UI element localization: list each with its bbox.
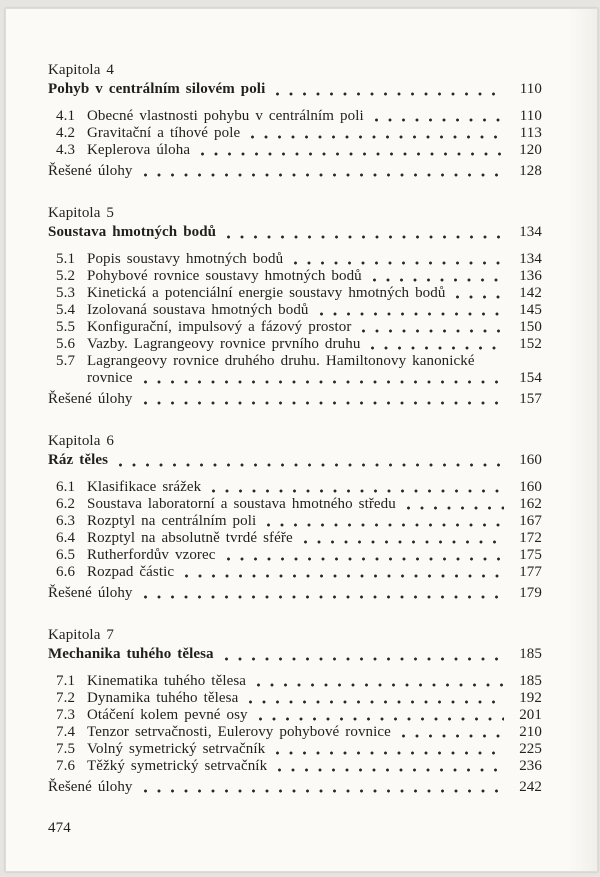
- dot-leader: [185, 574, 504, 578]
- entry-number: 5.7: [56, 353, 76, 369]
- dot-leader: [407, 506, 504, 510]
- dot-leader: [144, 173, 504, 177]
- toc-entry: [56, 496, 542, 513]
- dot-leader: [276, 92, 504, 96]
- dot-leader: [320, 312, 504, 316]
- entry-page: 201: [519, 707, 542, 723]
- entry-text: Klasifikace srážek: [87, 479, 202, 495]
- dot-leader: [144, 595, 504, 599]
- toc-entry: [56, 741, 542, 758]
- entry-text: Pohybové rovnice soustavy hmotných bodů: [87, 268, 362, 284]
- toc-content: [48, 61, 542, 796]
- dot-leader: [456, 295, 504, 299]
- entry-number: 7.4: [56, 724, 76, 740]
- entry-number: 5.6: [56, 336, 76, 352]
- toc-entry: [56, 673, 542, 690]
- dot-leader: [371, 346, 504, 350]
- toc-entry: [56, 690, 542, 707]
- entry-number: 7.5: [56, 741, 76, 757]
- entry-number: 7.2: [56, 690, 76, 706]
- entry-number: 4.2: [56, 125, 76, 141]
- toc-entry: [56, 142, 542, 159]
- solved-problems-page: 179: [519, 585, 542, 601]
- toc-entry: [56, 724, 542, 741]
- entry-number: 6.2: [56, 496, 76, 512]
- dot-leader: [144, 401, 504, 405]
- chapter-label: Kapitola 4: [48, 62, 115, 78]
- entry-number: 4.3: [56, 142, 76, 158]
- entry-number-spacer: [56, 370, 87, 387]
- entry-text: Vazby. Lagrangeovy rovnice prvního druhu: [87, 336, 361, 352]
- entry-text: Soustava laboratorní a soustava hmotného středu: [87, 496, 396, 512]
- entry-page: 160: [519, 479, 542, 495]
- entry-number: 7.3: [56, 707, 76, 723]
- solved-problems-label: Řešené úlohy: [48, 391, 133, 407]
- toc-entry: [56, 336, 542, 353]
- toc-entry: [56, 268, 542, 285]
- chapter-entries: [56, 479, 542, 581]
- entry-page: 192: [519, 690, 542, 706]
- entry-page: 172: [519, 530, 542, 546]
- dot-leader: [225, 657, 504, 661]
- solved-problems-row: [48, 779, 542, 796]
- toc-entry: [56, 251, 542, 268]
- entry-number: 6.4: [56, 530, 76, 546]
- dot-leader: [144, 789, 504, 793]
- entry-number: 6.3: [56, 513, 76, 529]
- entry-number: 7.1: [56, 673, 76, 689]
- entry-text: Tenzor setrvačnosti, Eulerovy pohybové rovnice: [87, 724, 391, 740]
- toc-entry: [56, 758, 542, 775]
- entry-text: Volný symetrický setrvačník: [87, 741, 266, 757]
- entry-text: Popis soustavy hmotných bodů: [87, 251, 284, 267]
- toc-entry: [56, 513, 542, 530]
- entry-number: 5.1: [56, 251, 76, 267]
- toc-entry: [56, 479, 542, 496]
- entry-text: Izolovaná soustava hmotných bodů: [87, 302, 309, 318]
- entry-page: 150: [519, 319, 542, 335]
- toc-chapter: [48, 432, 542, 602]
- entry-text: Konfigurační, impulsový a fázový prostor: [87, 319, 352, 335]
- chapter-title-row: [48, 451, 542, 470]
- chapter-title: Ráz těles: [48, 452, 109, 468]
- chapter-title: Mechanika tuhého tělesa: [48, 646, 214, 662]
- dot-leader: [373, 278, 504, 282]
- chapter-page: 134: [519, 224, 542, 240]
- solved-problems-label: Řešené úlohy: [48, 163, 133, 179]
- dot-leader: [144, 380, 504, 384]
- entry-text: Kinematika tuhého tělesa: [87, 673, 247, 689]
- entry-number: 6.5: [56, 547, 76, 563]
- dot-leader: [276, 751, 504, 755]
- toc-chapter: [48, 204, 542, 408]
- entry-text: Lagrangeovy rovnice druhého druhu. Hamiltonovy kanonické: [87, 353, 475, 369]
- entry-text: Těžký symetrický setrvačník: [87, 758, 268, 774]
- toc-page: [5, 8, 598, 872]
- toc-entry: [56, 564, 542, 581]
- entry-number: 7.6: [56, 758, 76, 774]
- chapter-title-row: [48, 80, 542, 99]
- toc-entry: [56, 707, 542, 724]
- entry-number: 5.3: [56, 285, 76, 301]
- solved-problems-row: [48, 163, 542, 180]
- entry-page: 134: [519, 251, 542, 267]
- entry-text: Gravitační a tíhové pole: [87, 125, 241, 141]
- dot-leader: [402, 734, 504, 738]
- solved-problems-row: [48, 391, 542, 408]
- entry-text: Kinetická a potenciální energie soustavy hmotných bodů: [87, 285, 446, 301]
- entry-text: Rozpad částic: [87, 564, 175, 580]
- entry-page: 142: [519, 285, 542, 301]
- entry-page: 145: [519, 302, 542, 318]
- entry-text: Rozptyl na centrálním poli: [87, 513, 257, 529]
- dot-leader: [278, 768, 504, 772]
- chapter-label: Kapitola 6: [48, 433, 115, 449]
- chapter-entries: [56, 673, 542, 775]
- entry-number: 6.6: [56, 564, 76, 580]
- chapter-entries: [56, 251, 542, 387]
- entry-page: 154: [519, 370, 542, 386]
- chapter-page: 160: [519, 452, 542, 468]
- dot-leader: [227, 235, 504, 239]
- entry-text: Dynamika tuhého tělesa: [87, 690, 239, 706]
- toc-entry: [56, 530, 542, 547]
- entry-continuation-text: rovnice: [87, 370, 133, 386]
- chapter-label: Kapitola 7: [48, 627, 115, 643]
- chapter-entries: [56, 108, 542, 159]
- solved-problems-label: Řešené úlohy: [48, 779, 133, 795]
- entry-number: 5.2: [56, 268, 76, 284]
- toc-entry: [56, 319, 542, 336]
- chapter-title: Soustava hmotných bodů: [48, 224, 217, 240]
- entry-number: 5.4: [56, 302, 76, 318]
- entry-page: 162: [519, 496, 542, 512]
- entry-text: Obecné vlastnosti pohybu v centrálním poli: [87, 108, 364, 124]
- entry-page: 210: [519, 724, 542, 740]
- dot-leader: [249, 700, 504, 704]
- toc-entry: [56, 108, 542, 125]
- entry-page: 175: [519, 547, 542, 563]
- entry-number: 6.1: [56, 479, 76, 495]
- chapter-label: Kapitola 5: [48, 205, 115, 221]
- toc-chapter: [48, 626, 542, 796]
- toc-entry: [56, 285, 542, 302]
- entry-page: 236: [519, 758, 542, 774]
- chapter-title-row: [48, 645, 542, 664]
- dot-leader: [304, 540, 504, 544]
- dot-leader: [259, 717, 504, 721]
- solved-problems-row: [48, 585, 542, 602]
- dot-leader: [201, 152, 504, 156]
- dot-leader: [267, 523, 504, 527]
- entry-number: 4.1: [56, 108, 76, 124]
- entry-page: 110: [519, 108, 542, 124]
- solved-problems-page: 128: [519, 163, 542, 179]
- solved-problems-page: 242: [519, 779, 542, 795]
- entry-text: Rozptyl na absolutně tvrdé sféře: [87, 530, 293, 546]
- dot-leader: [119, 463, 504, 467]
- dot-leader: [212, 489, 504, 493]
- entry-page: 167: [519, 513, 542, 529]
- page-number: 474: [48, 820, 71, 836]
- chapter-title-row: [48, 223, 542, 242]
- toc-entry: [56, 302, 542, 319]
- entry-text: Keplerova úloha: [87, 142, 191, 158]
- toc-entry: [56, 547, 542, 564]
- entry-text: Rutherfordův vzorec: [87, 547, 216, 563]
- solved-problems-page: 157: [519, 391, 542, 407]
- entry-page: 225: [519, 741, 542, 757]
- chapter-page: 110: [519, 81, 542, 97]
- toc-entry: [56, 353, 542, 370]
- dot-leader: [362, 329, 504, 333]
- chapter-page: 185: [519, 646, 542, 662]
- dot-leader: [257, 683, 504, 687]
- solved-problems-label: Řešené úlohy: [48, 585, 133, 601]
- entry-page: 113: [519, 125, 542, 141]
- entry-page: 177: [519, 564, 542, 580]
- entry-page: 136: [519, 268, 542, 284]
- chapter-title: Pohyb v centrálním silovém poli: [48, 81, 266, 97]
- toc-chapter: [48, 61, 542, 180]
- entry-page: 185: [519, 673, 542, 689]
- entry-number: 5.5: [56, 319, 76, 335]
- dot-leader: [375, 118, 504, 122]
- dot-leader: [251, 135, 504, 139]
- dot-leader: [294, 261, 504, 265]
- entry-page: 152: [519, 336, 542, 352]
- entry-text: Otáčení kolem pevné osy: [87, 707, 248, 723]
- entry-page: 120: [519, 142, 542, 158]
- toc-entry: [56, 125, 542, 142]
- toc-entry-continuation: [56, 370, 542, 387]
- dot-leader: [227, 557, 504, 561]
